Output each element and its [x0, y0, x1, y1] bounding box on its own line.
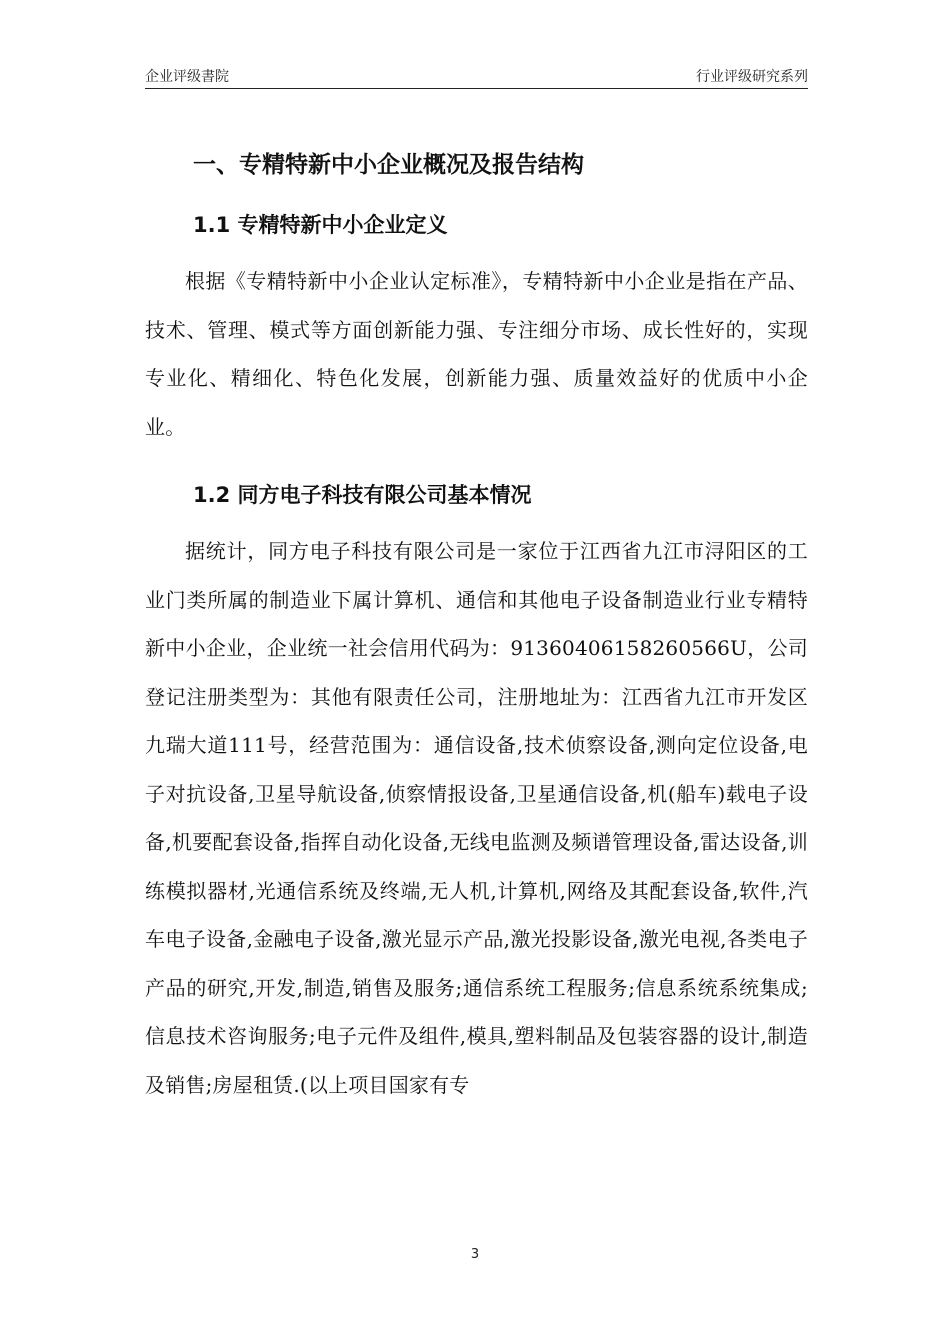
document-body [145, 135, 808, 1109]
section-1-1-title: 1.1 专精特新中小企业定义 [193, 213, 448, 237]
page-number: 3 [470, 1247, 480, 1262]
chapter-heading: 一、专精特新中小企业概况及报告结构 [193, 152, 584, 178]
section-1-1-paragraph: 根据《专精特新中小企业认定标准》，专精特新中小企业是指在产品、技术、管理、模式等方面创新能力强、专注细分市场、成长性好的，实现专业化、精细化、特色化发展，创新能力强、质量效益好的优质中小企业。 [145, 269, 808, 439]
section-1-2-title: 1.2 同方电子科技有限公司基本情况 [193, 483, 532, 507]
header-left-text: 企业评级書院 [145, 69, 229, 85]
section-1-2-paragraph: 据统计，同方电子科技有限公司是一家位于江西省九江市浔阳区的工业门类所属的制造业下属计算机、通信和其他电子设备制造业行业专精特新中小企业，企业统一社会信用代码为：91360406158260566U，公司登记注册类型为：其他有限责任公司，注册地址为：江西省九江市开发区九瑞大道111号，经营范围为：通信设备,技术侦察设备,测向定位设备,电子对抗设备,卫星导航设备,侦察情报设备,卫星通信设备,机(船车)载电子设备,机要配套设备,指挥自动化设备,无线电监测及频谱管理设备,雷达设备,训练模拟器材,光通信系统及终端,无人机,计算机,网络及其配套设备,软件,汽车电子设备,金融电子设备,激光显示产品,激光投影设备,激光电视,各类电子产品的研究,开发,制造,销售及服务;通信系统工程服务;信息系统系统集成;信息技术咨询服务;电子元件及组件,模具,塑料制品及包装容器的设计,制造及销售;房屋租赁.(以上项目国家有专 [145, 539, 808, 1097]
header-right-text: 行业评级研究系列 [696, 69, 808, 85]
page-header [145, 62, 808, 89]
